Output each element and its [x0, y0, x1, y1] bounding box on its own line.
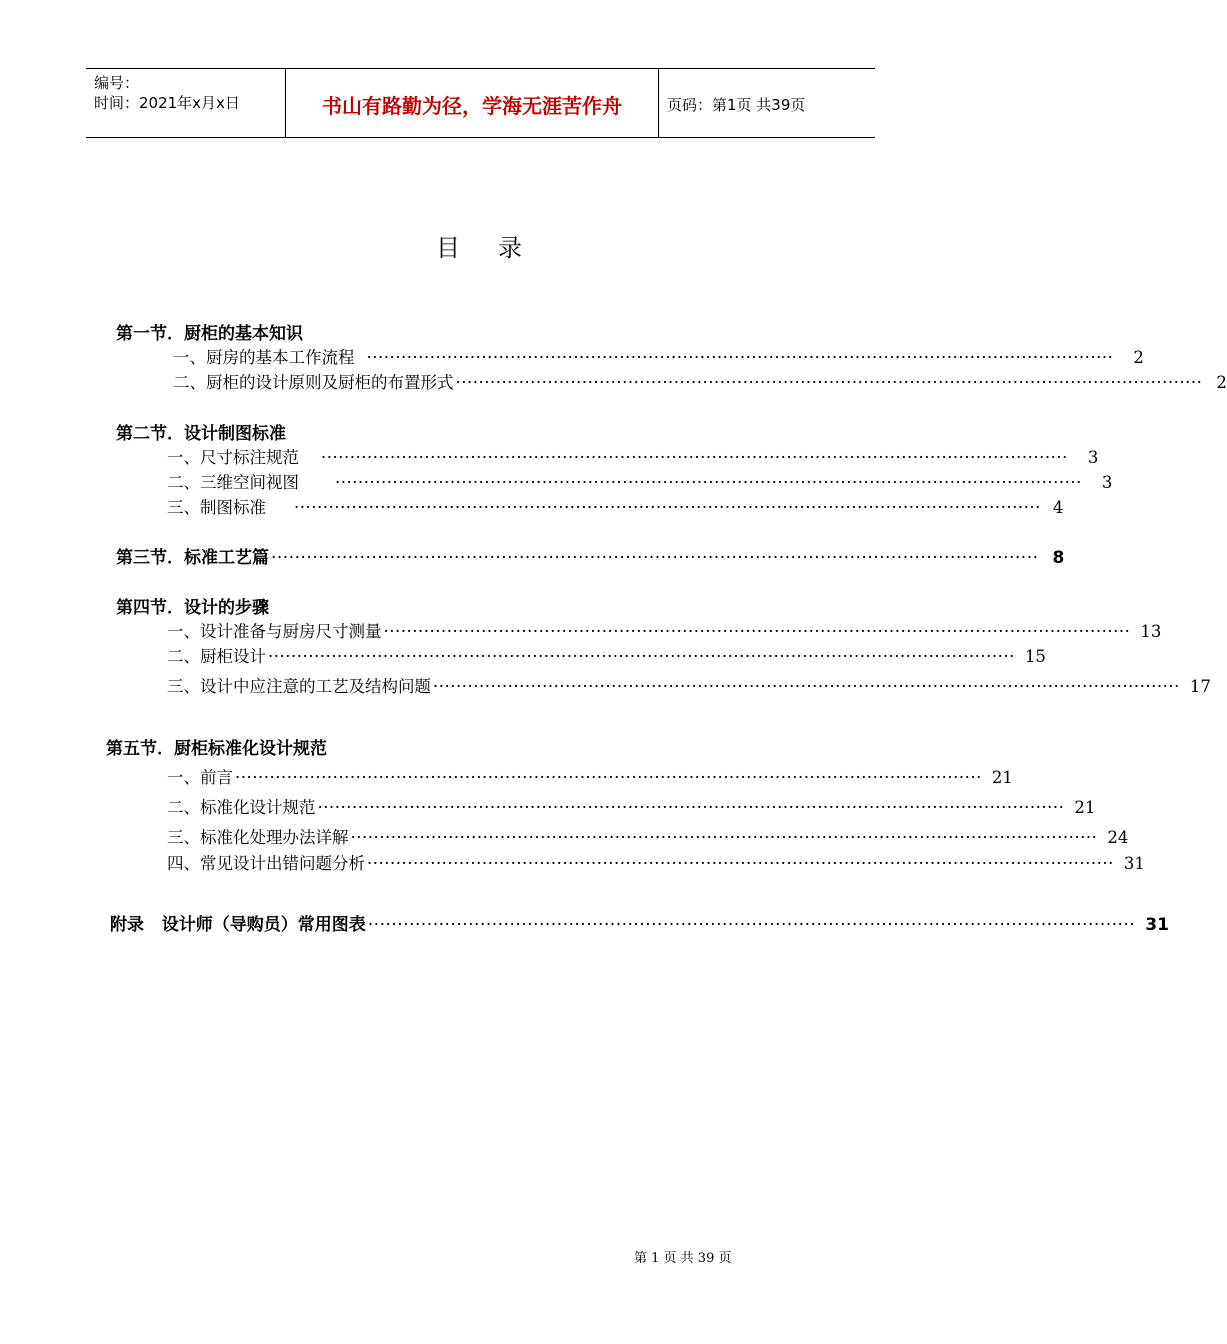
- toc-entry: [167, 643, 1046, 667]
- toc-entry: [173, 344, 1144, 368]
- toc-entry: [167, 824, 1129, 848]
- toc-section-5-title: 第五节．厨柜标准化设计规范: [106, 739, 327, 759]
- toc-entry-label: 一、设计准备与厨房尺寸测量: [167, 622, 382, 641]
- dot-leader: ··································································································································: [271, 548, 1039, 568]
- dot-leader: ··································································································································: [433, 677, 1180, 696]
- toc-entry: [167, 618, 1162, 642]
- toc-title: 目录: [436, 234, 560, 262]
- toc-entry: [167, 494, 1064, 518]
- page-footer: 第 1 页 共 39 页: [634, 1251, 732, 1266]
- toc-entry-label: 一、厨房的基本工作流程: [173, 348, 355, 367]
- toc-entry-label: 二、三维空间视图: [167, 473, 299, 492]
- toc-entry-label: 三、标准化处理办法详解: [167, 828, 349, 847]
- dot-leader: ··································································································································: [455, 373, 1203, 392]
- dot-leader: ··································································································································: [268, 647, 1015, 666]
- toc-entry-label: 二、标准化设计规范: [167, 798, 316, 817]
- toc-entry-page: 24: [1107, 828, 1129, 847]
- header-page-number: 页码：第1页 共39页: [667, 96, 806, 114]
- header-info-cell: [86, 69, 286, 137]
- dot-leader: ··································································································································: [335, 473, 1082, 492]
- dot-leader: ··································································································································: [367, 854, 1114, 873]
- header-motto: 书山有路勤为径，学海无涯苦作舟: [322, 94, 622, 118]
- toc-entry-page: 31: [1145, 915, 1169, 935]
- toc-entry-label: 一、尺寸标注规范: [167, 448, 299, 467]
- toc-entry-page: 17: [1189, 677, 1211, 696]
- toc-entry: [167, 469, 1113, 493]
- dot-leader: ··································································································································: [235, 768, 982, 787]
- toc-section-1-title: 第一节．厨柜的基本知识: [116, 324, 303, 344]
- dot-leader: ··································································································································: [321, 448, 1068, 467]
- toc-section-3-entry: [116, 543, 1065, 568]
- document-header: [86, 68, 875, 138]
- header-page-cell: [659, 69, 875, 137]
- dot-leader: ··································································································································: [317, 798, 1065, 817]
- toc-entry-label: 二、厨柜设计: [167, 647, 266, 666]
- toc-section-3-title: 第三节．标准工艺篇: [116, 548, 269, 568]
- toc-entry-page: 2: [1133, 348, 1144, 367]
- header-motto-cell: [286, 69, 659, 137]
- toc-entry-page: 31: [1123, 854, 1145, 873]
- toc-entry: [167, 673, 1211, 697]
- toc-section-4-title: 第四节．设计的步骤: [116, 598, 269, 618]
- dot-leader: ··································································································································: [294, 498, 1041, 517]
- toc-entry: [167, 764, 1013, 788]
- dot-leader: ··································································································································: [366, 348, 1114, 367]
- toc-entry-label: 四、常见设计出错问题分析: [167, 854, 365, 873]
- toc-entry: [167, 444, 1099, 468]
- toc-entry: [167, 850, 1145, 874]
- toc-section-2-title: 第二节．设计制图标准: [116, 424, 286, 444]
- header-time: 时间：2021年x月x日: [94, 94, 240, 112]
- toc-entry-label: 二、厨柜的设计原则及厨柜的布置形式: [173, 373, 454, 392]
- toc-appendix-entry: [110, 910, 1169, 935]
- toc-entry-page: 3: [1087, 448, 1099, 467]
- toc-entry-page: 21: [991, 768, 1013, 787]
- toc-entry-label: 一、前言: [167, 768, 233, 787]
- toc-entry-page: 21: [1074, 798, 1096, 817]
- toc-entry-page: 2: [1216, 373, 1227, 392]
- toc-entry-page: 13: [1140, 622, 1162, 641]
- toc-appendix-title: 附录 设计师（导购员）常用图表: [110, 915, 366, 935]
- toc-entry-page: 15: [1024, 647, 1046, 666]
- toc-entry-page: 3: [1101, 473, 1113, 492]
- toc-entry: [167, 794, 1096, 818]
- toc-entry-page: 8: [1052, 548, 1065, 568]
- toc-entry-label: 三、设计中应注意的工艺及结构问题: [167, 677, 431, 696]
- toc-entry: [173, 369, 1227, 393]
- header-number: 编号：: [94, 74, 140, 92]
- toc-entry-label: 三、制图标准: [167, 498, 266, 517]
- dot-leader: ··································································································································: [367, 915, 1136, 935]
- dot-leader: ··································································································································: [350, 828, 1098, 847]
- dot-leader: ··································································································································: [383, 622, 1131, 641]
- toc-entry-page: 4: [1052, 498, 1064, 517]
